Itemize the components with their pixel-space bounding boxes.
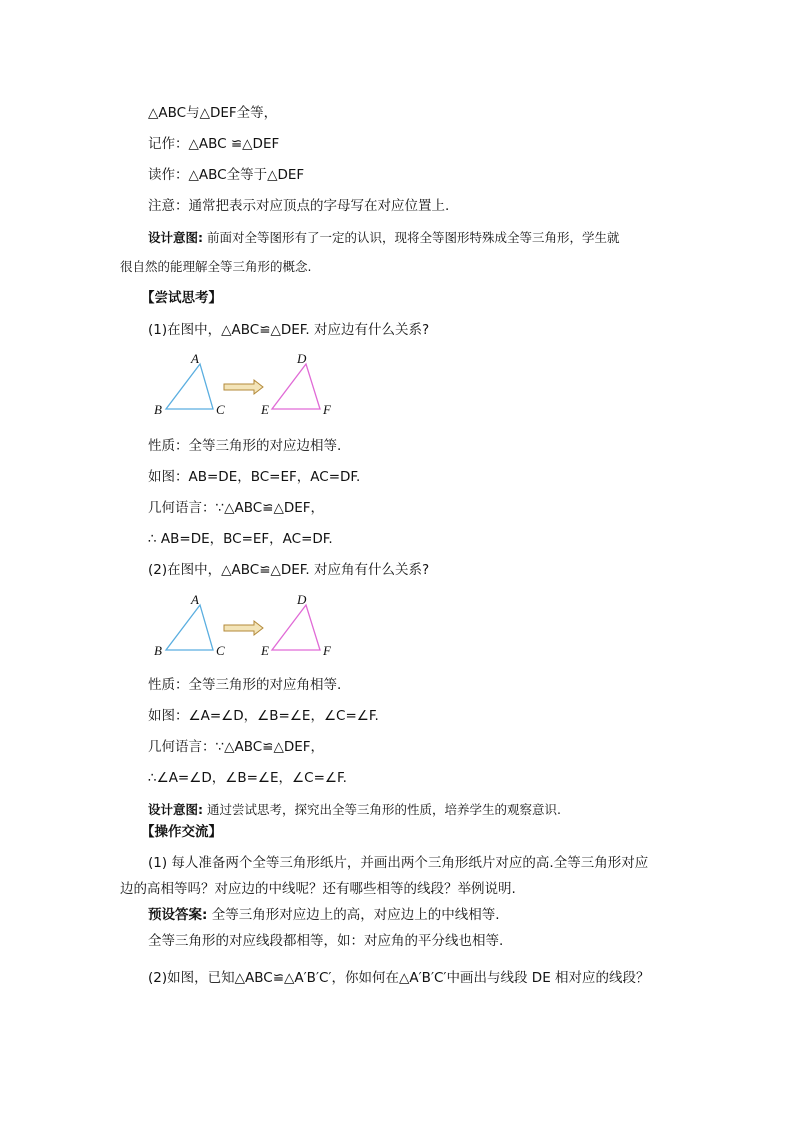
operate-2: (2)如图，已知△ABC≌△A′B′C′，你如何在△A′B′C′中画出与线段 DE 相对应的线段？ <box>148 970 650 986</box>
preset-answer-text: 全等三角形对应边上的高，对应边上的中线相等. <box>207 907 500 923</box>
label-f: F <box>323 643 331 658</box>
operate-1: (1) 每人准备两个全等三角形纸片，并画出两个三角形纸片对应的高.全等三角形对应 <box>148 855 649 871</box>
text-line: 注意：通常把表示对应顶点的字母写在对应位置上. <box>148 198 450 214</box>
triangle-abc <box>166 364 213 409</box>
preset-answer-label: 预设答案: <box>148 907 208 923</box>
arrow-icon <box>224 380 263 394</box>
example-2: 如图：∠A=∠D，∠B=∠E，∠C=∠F. <box>148 708 379 724</box>
property-1: 性质：全等三角形的对应边相等. <box>148 438 342 454</box>
triangle-figure-2 <box>150 591 370 663</box>
design-note-label: 设计意图: <box>148 230 203 245</box>
text-line: △ABC与△DEF全等， <box>148 105 278 121</box>
design-note-text: 前面对全等图形有了一定的认识，现将全等图形特殊成全等三角形，学生就 <box>203 230 620 245</box>
design-note-2 <box>148 801 561 819</box>
preset-answer <box>148 906 500 924</box>
arrow-icon <box>224 621 263 635</box>
therefore-2: ∴∠A=∠D，∠B=∠E，∠C=∠F. <box>148 770 347 786</box>
text-line: 读作：△ABC全等于△DEF <box>148 167 305 183</box>
label-c: C <box>216 643 225 658</box>
label-b: B <box>154 643 162 658</box>
label-d: D <box>297 592 307 607</box>
therefore-1: ∴ AB=DE，BC=EF，AC=DF. <box>148 531 333 547</box>
label-d: D <box>297 351 307 366</box>
label-a: A <box>191 351 199 366</box>
preset-answer-2: 全等三角形的对应线段都相等，如：对应角的平分线也相等. <box>148 933 504 949</box>
design-note-label: 设计意图: <box>148 802 203 817</box>
label-e: E <box>261 643 269 658</box>
example-1: 如图：AB=DE，BC=EF，AC=DF. <box>148 469 361 485</box>
triangle-abc <box>166 605 213 650</box>
question-1: (1)在图中，△ABC≌△DEF. 对应边有什么关系? <box>148 322 430 338</box>
label-c: C <box>216 402 225 417</box>
design-note <box>148 229 619 247</box>
triangle-def <box>272 605 320 650</box>
geometry-2: 几何语言：∵△ABC≌△DEF， <box>148 739 325 755</box>
triangle-figure-1 <box>150 350 370 422</box>
section-heading-try: 【尝试思考】 <box>141 290 222 306</box>
question-2: (2)在图中，△ABC≌△DEF. 对应角有什么关系? <box>148 562 430 578</box>
text-line: 记作：△ABC ≌△DEF <box>148 136 280 152</box>
design-note-cont: 很自然的能理解全等三角形的概念. <box>120 259 312 274</box>
operate-1-cont: 边的高相等吗？对应边的中线呢？还有哪些相等的线段？举例说明. <box>120 881 516 897</box>
label-b: B <box>154 402 162 417</box>
property-2: 性质：全等三角形的对应角相等. <box>148 677 342 693</box>
triangle-def <box>272 364 320 409</box>
label-a: A <box>191 592 199 607</box>
section-heading-operate: 【操作交流】 <box>141 824 222 840</box>
design-note-text: 通过尝试思考，探究出全等三角形的性质，培养学生的观察意识. <box>203 802 561 817</box>
label-f: F <box>323 402 331 417</box>
geometry-1: 几何语言：∵△ABC≌△DEF， <box>148 500 325 516</box>
label-e: E <box>261 402 269 417</box>
